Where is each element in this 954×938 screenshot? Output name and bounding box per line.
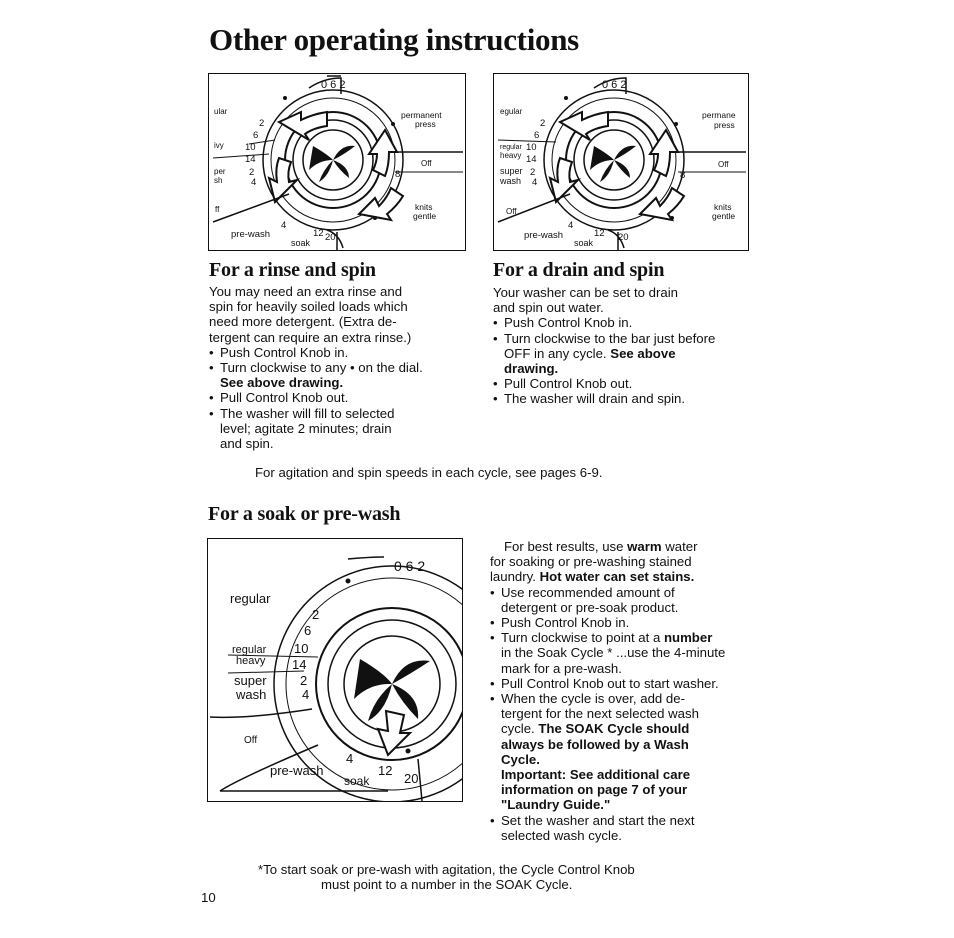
soak-step-push: • Push Control Knob in. bbox=[490, 615, 770, 630]
soak-cycle-over-line: When the cycle is over, add de- bbox=[501, 691, 685, 707]
rinse-heading-wrap bbox=[209, 259, 376, 282]
page-number: 10 bbox=[201, 890, 216, 905]
rinse-intro-line: need more detergent. (Extra de- bbox=[209, 314, 397, 330]
dial2-heavy-label: heavy bbox=[500, 151, 522, 160]
soak-step-turn-line3: mark for a pre-wash. bbox=[501, 660, 622, 676]
dial3-regular-label: regular bbox=[230, 591, 271, 606]
rinse-see-drawing: See above drawing. bbox=[220, 375, 344, 391]
dial3-soak-label: soak bbox=[344, 774, 370, 788]
rinse-dial-illustration bbox=[208, 73, 466, 251]
dial3-num-12: 12 bbox=[378, 763, 393, 778]
footnote-line-1: *To start soak or pre-wash with agitation, the Cycle Control Knob bbox=[258, 862, 635, 877]
soak-heading: For a soak or pre-wash bbox=[208, 503, 401, 525]
drain-heading-wrap bbox=[493, 259, 664, 282]
dial1-label-left3: per bbox=[214, 167, 226, 176]
dial1-gentle-label: gentle bbox=[413, 211, 437, 221]
drain-heading: For a drain and spin bbox=[493, 259, 665, 281]
dial2-regular-heavy-label: regular bbox=[500, 144, 522, 151]
soak-cycle-warning: always be followed by a Wash bbox=[501, 736, 689, 752]
rinse-step-turn bbox=[209, 360, 471, 390]
dial2-permanent-label: permane bbox=[702, 110, 736, 120]
dial1-num-20: 20 bbox=[325, 232, 336, 243]
footnote-line-2: must point to a number in the SOAK Cycle. bbox=[321, 877, 573, 892]
soak-intro-1 bbox=[490, 539, 770, 554]
drain-intro-line: Your washer can be set to drain bbox=[493, 285, 678, 300]
soak-heading-wrap bbox=[208, 503, 400, 526]
page-title: Other operating instructions bbox=[209, 22, 579, 57]
dial1-off-right-label: Off bbox=[421, 159, 432, 168]
soak-step-turn-line2: in the Soak Cycle * ...use the 4-minute bbox=[501, 645, 726, 661]
rinse-step-push: • Push Control Knob in. bbox=[209, 345, 471, 360]
dial3-num-6: 6 bbox=[304, 623, 312, 638]
soak-step-turn-text: Turn clockwise to point at a bbox=[501, 630, 664, 646]
dial1-num-10: 10 bbox=[245, 142, 256, 153]
soak-important-line: Important: See additional care bbox=[501, 767, 691, 783]
soak-cycle-over-line: cycle. bbox=[501, 721, 539, 737]
agitation-note: For agitation and spin speeds in each cycle, see pages 6-9. bbox=[255, 465, 603, 480]
soak-step-detergent bbox=[490, 585, 770, 615]
dial2-knits-label: knits bbox=[714, 202, 732, 212]
rinse-fill-line: level; agitate 2 minutes; drain bbox=[220, 420, 392, 436]
soak-intro-warm: warm bbox=[627, 539, 662, 554]
rinse-body bbox=[209, 284, 471, 451]
dial2-off-left-label: Off bbox=[506, 207, 517, 216]
dial1-top-numbers: 0 6 2 bbox=[321, 79, 346, 91]
dial2-num-4: 4 bbox=[532, 177, 538, 188]
soak-cycle-warning: Cycle. bbox=[501, 751, 540, 767]
dial3-num-2: 2 bbox=[312, 607, 320, 622]
dial1-press-label: press bbox=[415, 119, 436, 129]
drain-body bbox=[493, 285, 755, 407]
dial1-prewash-label: pre-wash bbox=[231, 229, 271, 240]
soak-intro-3 bbox=[490, 569, 770, 584]
soak-body bbox=[490, 539, 770, 843]
dial3-num-14: 14 bbox=[292, 657, 307, 672]
soak-step-pull: • Pull Control Knob out to start washer. bbox=[490, 676, 770, 691]
dial2-soak-label: soak bbox=[574, 238, 594, 248]
drain-step-turn-line1: Turn clockwise to the bar just before bbox=[504, 330, 716, 346]
dial3-off-label: Off bbox=[244, 735, 258, 746]
dial3-regular2-label: regular bbox=[232, 644, 267, 656]
dial3-prewash-label: pre-wash bbox=[270, 763, 324, 778]
dial1-num-2b: 2 bbox=[249, 167, 255, 178]
dial2-off-right-label: Off bbox=[718, 160, 729, 169]
rinse-step-pull: • Pull Control Knob out. bbox=[209, 390, 471, 405]
soak-step-cycle-over bbox=[490, 691, 770, 767]
dial1-label-left5: ff bbox=[215, 205, 220, 214]
dial3-top-numbers: 0 6 2 bbox=[394, 558, 426, 574]
drain-intro-line: and spin out water. bbox=[493, 300, 604, 316]
dial3-super-label: super bbox=[234, 673, 267, 688]
dial2-num-2: 2 bbox=[540, 118, 546, 129]
dial3-num-4: 4 bbox=[302, 687, 310, 702]
drain-step-push: • Push Control Knob in. bbox=[493, 315, 755, 330]
soak-step-detergent-line: Use recommended amount of bbox=[501, 584, 675, 600]
dial1-num-4b: 4 bbox=[281, 220, 287, 231]
dial2-wash-label: wash bbox=[500, 176, 522, 186]
dial3-wash-label: wash bbox=[236, 687, 267, 702]
soak-intro-1-text: For best results, use bbox=[504, 539, 628, 554]
soak-hot-water-warning: Hot water can set stains. bbox=[539, 569, 695, 585]
dial2-num-20: 20 bbox=[618, 232, 629, 243]
soak-step-number: number bbox=[663, 630, 713, 646]
dial3-num-10: 10 bbox=[294, 641, 309, 656]
soak-intro-2: for soaking or pre-washing stained bbox=[490, 554, 692, 570]
soak-intro-3-text: laundry. bbox=[490, 569, 540, 585]
dial2-press-label: press bbox=[714, 120, 735, 130]
soak-important-line: information on page 7 of your bbox=[501, 782, 688, 798]
dial1-label-left1: ular bbox=[214, 107, 228, 116]
soak-step-detergent-line: detergent or pre-soak product. bbox=[501, 599, 679, 615]
dial1-knits-label: knits bbox=[415, 202, 433, 212]
dial2-num-12: 12 bbox=[594, 228, 605, 239]
dial3-heavy-label: heavy bbox=[236, 655, 266, 667]
dial2-num-2b: 2 bbox=[530, 167, 536, 178]
dial1-label-left2: ivy bbox=[214, 141, 224, 150]
drain-dial-illustration bbox=[493, 73, 749, 251]
dial1-num-14: 14 bbox=[245, 154, 256, 165]
dial2-num-6: 6 bbox=[534, 130, 540, 141]
soak-cycle-warning: The SOAK Cycle should bbox=[538, 721, 690, 737]
dial2-num-10: 10 bbox=[526, 142, 537, 153]
rinse-heading: For a rinse and spin bbox=[209, 259, 376, 281]
dial3-num-20: 20 bbox=[404, 771, 419, 786]
dial1-label-left4: sh bbox=[214, 176, 223, 185]
dial3-num-2b: 2 bbox=[300, 673, 308, 688]
rinse-fill-line: and spin. bbox=[220, 436, 274, 452]
soak-cycle-over-line: tergent for the next selected wash bbox=[501, 706, 699, 722]
dial2-super-label: super bbox=[500, 166, 523, 176]
drain-step-pull: • Pull Control Knob out. bbox=[493, 376, 755, 391]
dial2-num-8: 8 bbox=[680, 170, 686, 181]
dial1-soak-label: soak bbox=[291, 238, 311, 248]
drain-step-turn bbox=[493, 331, 755, 377]
rinse-fill-line: The washer will fill to selected bbox=[220, 405, 395, 421]
dial1-num-2: 2 bbox=[259, 118, 265, 129]
soak-step-turn bbox=[490, 630, 770, 676]
soak-step-set-line: selected wash cycle. bbox=[501, 827, 622, 843]
dial2-top-numbers: 0 6 2 bbox=[602, 79, 627, 91]
dial2-prewash-label: pre-wash bbox=[524, 230, 564, 241]
drain-step-turn-line2: OFF in any cycle. bbox=[504, 345, 607, 361]
dial2-num-4b: 4 bbox=[568, 220, 574, 231]
drain-step-drain: • The washer will drain and spin. bbox=[493, 391, 755, 406]
dial2-gentle-label: gentle bbox=[712, 211, 736, 221]
soak-important-line: "Laundry Guide." bbox=[501, 797, 611, 813]
rinse-step-fill bbox=[209, 406, 471, 452]
dial1-num-6: 6 bbox=[253, 130, 259, 141]
dial1-permanent-label: permanent bbox=[401, 110, 442, 120]
drain-see-above: See above bbox=[610, 345, 676, 361]
soak-step-set bbox=[490, 813, 770, 843]
drain-drawing: drawing. bbox=[504, 361, 559, 377]
rinse-intro-line: tergent can require an extra rinse.) bbox=[209, 329, 412, 345]
dial1-num-8: 8 bbox=[395, 169, 401, 180]
dial2-regular-label: egular bbox=[500, 107, 523, 116]
dial1-num-12: 12 bbox=[313, 228, 324, 239]
soak-step-set-line: Set the washer and start the next bbox=[501, 812, 695, 828]
soak-dial-illustration bbox=[207, 538, 463, 802]
rinse-intro-line: spin for heavily soiled loads which bbox=[209, 299, 408, 315]
dial2-num-14: 14 bbox=[526, 154, 537, 165]
rinse-step-turn-text: Turn clockwise to any • on the dial. bbox=[220, 360, 423, 376]
dial1-num-4: 4 bbox=[251, 177, 257, 188]
dial3-num-4b: 4 bbox=[346, 751, 354, 766]
rinse-intro-line: You may need an extra rinse and bbox=[209, 284, 403, 299]
soak-intro-1-end: water bbox=[661, 539, 698, 554]
